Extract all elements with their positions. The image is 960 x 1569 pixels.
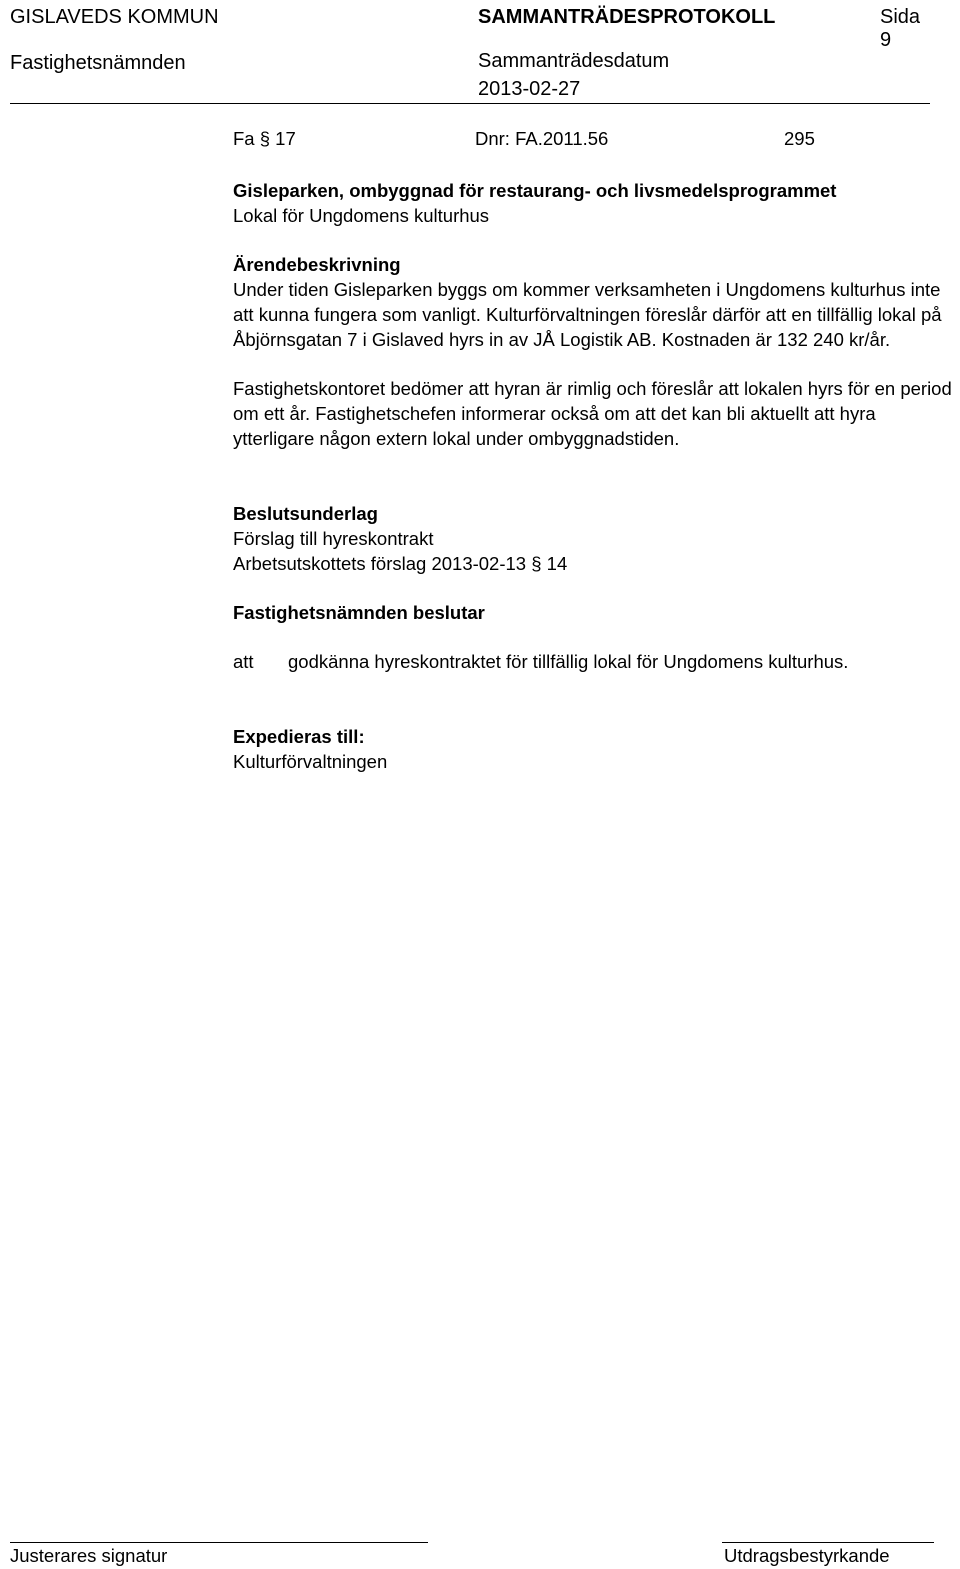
paragraph-reference — [233, 126, 953, 154]
description-heading: Ärendebeskrivning — [233, 254, 401, 275]
meeting-date-label: Sammanträdesdatum — [478, 50, 670, 72]
footer-rule-right — [722, 1542, 934, 1543]
dispatch-heading: Expedieras till: — [233, 726, 365, 747]
document-body — [233, 126, 953, 774]
dnr-number: Dnr: FA.2011.56 — [475, 128, 609, 149]
decision-clause — [233, 649, 953, 674]
description-paragraph-1: Under tiden Gisleparken byggs om kommer verksamheten i Ungdomens kulturhus inte att kunna fungera som vanligt. Kulturförvaltningen föreslår därför att en tillfällig lokal på Åbjörnsgatan 7 i Gislaved hyrs in av JÅ Logistik AB. Kostnaden är 132 240 kr/år. — [233, 279, 942, 350]
dispatch-recipient: Kulturförvaltningen — [233, 751, 388, 772]
basis-heading: Beslutsunderlag — [233, 503, 378, 524]
paragraph-number: Fa § 17 — [233, 128, 296, 149]
case-title: Gisleparken, ombyggnad för restaurang- och livsmedelsprogrammet — [233, 180, 837, 201]
footer-rule-left — [10, 1542, 428, 1543]
meeting-date: 2013-02-27 — [478, 78, 581, 100]
basis-item: Arbetsutskottets förslag 2013-02-13 § 14 — [233, 553, 568, 574]
decision-text: godkänna hyreskontraktet för tillfällig lokal för Ungdomens kulturhus. — [288, 651, 849, 672]
page-number: 9 — [880, 29, 892, 51]
municipality-name: GISLAVEDS KOMMUN — [10, 6, 219, 28]
decision-heading: Fastighetsnämnden beslutar — [233, 602, 485, 623]
basis-item: Förslag till hyreskontrakt — [233, 528, 434, 549]
signature-label: Justerares signatur — [10, 1545, 168, 1566]
document-type: SAMMANTRÄDESPROTOKOLL — [478, 6, 776, 28]
committee-name: Fastighetsnämnden — [10, 52, 186, 74]
description-paragraph-2: Fastighetskontoret bedömer att hyran är rimlig och föreslår att lokalen hyrs för en period om ett år. Fastighetschefen informerar också om att det kan bli aktuellt att hyra ytterligare någon extern lokal under ombyggnadstiden. — [233, 378, 952, 449]
extract-certification-label: Utdragsbestyrkande — [724, 1545, 890, 1566]
reference-code: 295 — [784, 128, 815, 149]
case-subtitle: Lokal för Ungdomens kulturhus — [233, 205, 490, 226]
decision-marker: att — [233, 651, 254, 672]
page-label: Sida — [880, 6, 921, 28]
header-rule — [10, 103, 930, 104]
